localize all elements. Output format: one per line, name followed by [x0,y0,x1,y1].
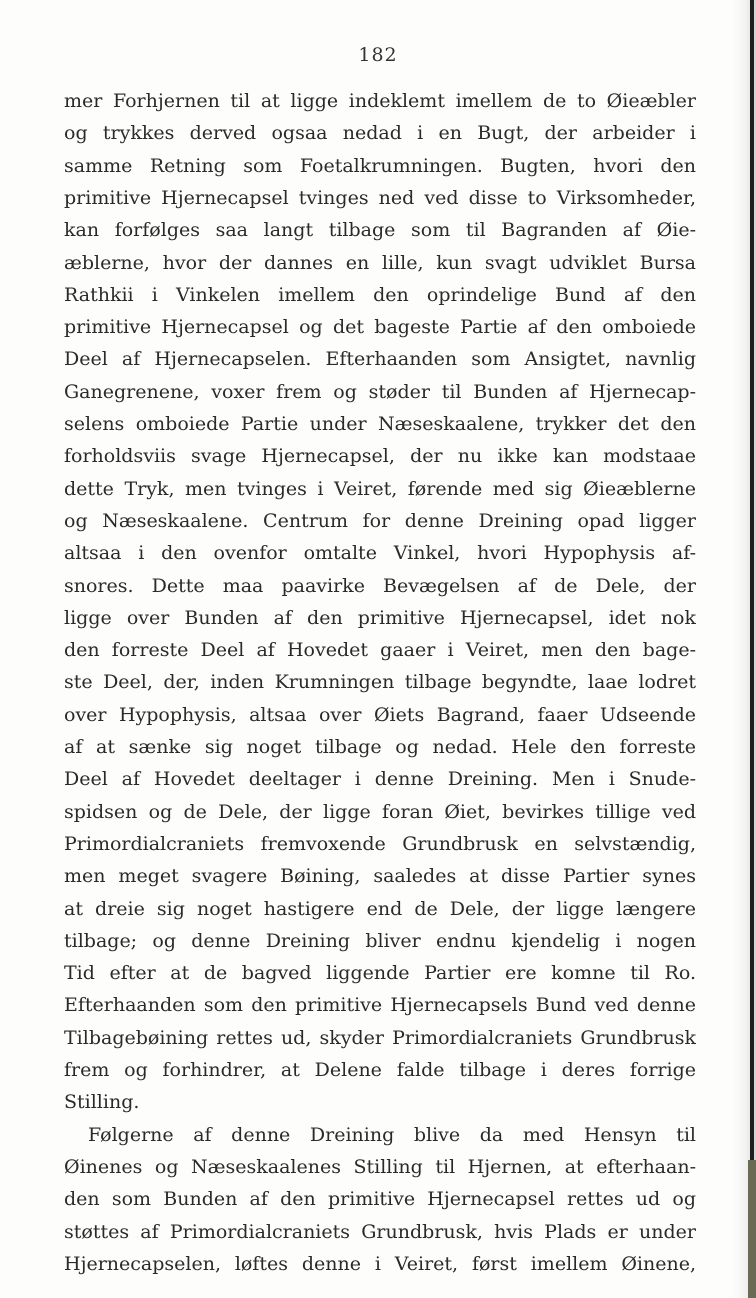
text-line: støttes af Primordialcraniets Grundbrusk, hvis Plads er under [64,1220,696,1243]
text-line: spidsen og de Dele, der ligge foran Øiet, bevirkes tillige ved [64,800,696,823]
text-line: Primordialcraniets fremvoxende Grundbrusk en selvstændig, [64,832,696,855]
text-line: Ganegrenene, voxer frem og støder til Bunden af Hjernecap- [64,380,696,403]
text-line: Efterhaanden som den primitive Hjernecapsels Bund ved denne [64,994,696,1017]
text-line: mer Forhjernen til at ligge indeklemt imellem de to Øieæbler [64,90,696,112]
text-line: Deel af Hjernecapselen. Efterhaanden som Ansigtet, navnlig [64,348,696,371]
text-line: tilbage; og denne Dreining bliver endnu kjendelig i nogen [64,929,696,952]
text-line: og trykkes derved ogsaa nedad i en Bugt, der arbeider i [64,122,696,145]
text-line: af at sænke sig noget tilbage og nedad. Hele den forreste [64,736,696,758]
text-line: Hjernecapselen, løftes denne i Veiret, først imellem Øinene, [64,1252,696,1275]
text-line: altsaa i den ovenfor omtalte Vinkel, hvori Hypophysis af- [64,542,696,565]
text-line: primitive Hjernecapsel tvinges ned ved disse to Virksomheder, [64,186,696,209]
page-number: 182 [358,44,398,66]
text-line: ligge over Bunden af den primitive Hjernecapsel, idet nok [64,606,696,629]
text-line: men meget svagere Bøining, saaledes at disse Partier synes [64,865,696,888]
text-line: Tilbagebøining rettes ud, skyder Primordialcraniets Grundbrusk [64,1026,696,1049]
text-line: forholdsviis svage Hjernecapsel, der nu ikke kan modstaae [64,445,696,468]
text-line: Øinenes og Næseskaalenes Stilling til Hjernen, at efterhaan- [64,1155,696,1178]
text-line: Følgerne af denne Dreining blive da med Hensyn til [88,1123,696,1146]
text-line: kan forfølges saa langt tilbage som til Bagranden af Øie- [64,219,696,242]
text-line: primitive Hjernecapsel og det bageste Partie af den omboiede [64,316,696,339]
text-line: ste Deel, der, inden Krumningen tilbage begyndte, laae lodret [64,671,696,694]
text-line: dette Tryk, men tvinges i Veiret, førende med sig Øieæblerne [64,477,696,500]
text-line: Rathkii i Vinkelen imellem den oprindelige Bund af den [64,283,696,306]
text-line: snores. Dette maa paavirke Bevægelsen af de Dele, der [64,574,696,597]
text-line: Stilling. [64,1091,140,1114]
text-line: den forreste Deel af Hovedet gaaer i Veiret, men den bage- [64,639,696,662]
text-line: Deel af Hovedet deeltager i denne Dreining. Men i Snude- [64,768,696,791]
text-line: frem og forhindrer, at Delene falde tilbage i deres forrige [64,1059,696,1081]
text-line: Tid efter at de bagved liggende Partier ere komne til Ro. [64,962,696,985]
text-line: over Hypophysis, altsaa over Øiets Bagrand, faaer Udseende [64,703,696,726]
text-line: at dreie sig noget hastigere end de Dele, der ligge længere [64,897,696,920]
text-line: samme Retning som Foetalkrumningen. Bugten, hvori den [64,154,696,177]
text-line: og Næseskaalene. Centrum for denne Dreining opad ligger [64,509,696,532]
text-line: selens omboiede Partie under Næseskaalene, trykker det den [64,413,696,435]
text-line: æblerne, hvor der dannes en lille, kun svagt udviklet Bursa [64,251,696,274]
page-edge-stain [748,1160,756,1298]
page-edge-binding [750,0,754,1298]
text-line: den som Bunden af den primitive Hjernecapsel rettes ud og [64,1188,696,1211]
